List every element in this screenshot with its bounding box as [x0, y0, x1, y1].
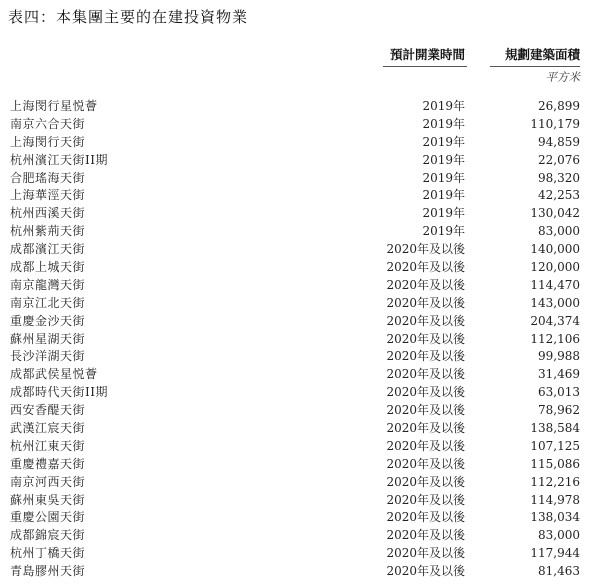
opening-time: 2020年及以後 [386, 242, 465, 257]
property-name: 杭州濱江天街II期 [10, 152, 108, 167]
opening-time: 2020年及以後 [386, 331, 465, 346]
planned-floor-area: 78,962 [538, 403, 580, 418]
opening-time: 2020年及以後 [386, 349, 465, 364]
column-header-opening-time: 預計開業時間 [389, 47, 465, 62]
table-row [0, 492, 600, 510]
table-row [0, 545, 600, 563]
property-name: 成都時代天街II期 [10, 385, 108, 400]
property-name: 杭州丁橋天街 [10, 546, 86, 561]
property-name: 上海閔行天街 [10, 134, 86, 149]
planned-floor-area: 31,469 [538, 367, 580, 382]
header-underline-area [490, 66, 580, 67]
area-unit-label: 平方米 [545, 70, 580, 84]
property-name: 蘇州星湖天街 [10, 331, 86, 346]
property-name: 南京龍灣天街 [10, 277, 86, 292]
opening-time: 2020年及以後 [386, 474, 465, 489]
opening-time: 2019年 [422, 152, 465, 167]
property-name: 南京江北天街 [10, 295, 86, 310]
opening-time: 2019年 [422, 116, 465, 131]
planned-floor-area: 117,944 [530, 546, 580, 561]
table-row [0, 241, 600, 259]
table-row [0, 420, 600, 438]
opening-time: 2019年 [422, 134, 465, 149]
planned-floor-area: 42,253 [538, 188, 580, 203]
opening-time: 2020年及以後 [386, 564, 465, 579]
table-row [0, 509, 600, 527]
property-name: 蘇州東吳天街 [10, 492, 86, 507]
table-row [0, 205, 600, 223]
property-name: 青島膠州天街 [10, 564, 86, 579]
property-name: 合肥瑤海天街 [10, 170, 86, 185]
table-row [0, 348, 600, 366]
table-row [0, 223, 600, 241]
table-row [0, 563, 600, 581]
table-row [0, 295, 600, 313]
opening-time: 2019年 [422, 170, 465, 185]
property-name: 成都錦宸天街 [10, 528, 86, 543]
opening-time: 2020年及以後 [386, 421, 465, 436]
opening-time: 2019年 [422, 99, 465, 113]
planned-floor-area: 81,463 [538, 564, 580, 579]
table-row [0, 438, 600, 456]
opening-time: 2019年 [422, 224, 465, 239]
planned-floor-area: 63,013 [538, 385, 580, 400]
opening-time: 2020年及以後 [386, 367, 465, 382]
property-name: 武漢江宸天街 [10, 421, 86, 436]
planned-floor-area: 83,000 [538, 224, 580, 239]
planned-floor-area: 130,042 [530, 206, 580, 221]
planned-floor-area: 115,086 [530, 456, 580, 471]
planned-floor-area: 120,000 [530, 260, 580, 275]
table-row [0, 474, 600, 492]
planned-floor-area: 26,899 [538, 99, 580, 113]
opening-time: 2020年及以後 [386, 438, 465, 453]
property-name: 南京河西天街 [10, 474, 86, 489]
property-name: 杭州紫荊天街 [10, 224, 86, 239]
header-underline-year [383, 66, 467, 67]
table-row [0, 152, 600, 170]
planned-floor-area: 94,859 [538, 134, 580, 149]
opening-time: 2020年及以後 [386, 510, 465, 525]
property-name: 上海閔行星悦薈 [10, 99, 98, 113]
opening-time: 2020年及以後 [386, 260, 465, 275]
table-row [0, 402, 600, 420]
planned-floor-area: 140,000 [530, 242, 580, 257]
planned-floor-area: 138,034 [530, 510, 580, 525]
table-row [0, 170, 600, 188]
planned-floor-area: 83,000 [538, 528, 580, 543]
planned-floor-area: 98,320 [538, 170, 580, 185]
property-name: 南京六合天街 [10, 116, 86, 131]
planned-floor-area: 110,179 [530, 116, 580, 131]
planned-floor-area: 112,106 [530, 331, 580, 346]
table-row [0, 277, 600, 295]
opening-time: 2020年及以後 [386, 456, 465, 471]
opening-time: 2020年及以後 [386, 295, 465, 310]
opening-time: 2020年及以後 [386, 277, 465, 292]
planned-floor-area: 204,374 [530, 313, 580, 328]
property-name: 成都濱江天街 [10, 242, 86, 257]
property-name: 成都武侯星悦薈 [10, 367, 98, 382]
planned-floor-area: 112,216 [530, 474, 580, 489]
opening-time: 2020年及以後 [386, 528, 465, 543]
table-row [0, 98, 600, 116]
property-name: 成都上城天街 [10, 260, 86, 275]
table-title: 表四：本集團主要的在建投資物業 [8, 8, 249, 26]
planned-floor-area: 114,978 [530, 492, 580, 507]
opening-time: 2020年及以後 [386, 313, 465, 328]
table-row [0, 456, 600, 474]
table-row [0, 313, 600, 331]
planned-floor-area: 22,076 [538, 152, 580, 167]
planned-floor-area: 99,988 [538, 349, 580, 364]
table-row [0, 116, 600, 134]
opening-time: 2020年及以後 [386, 546, 465, 561]
table-row [0, 331, 600, 349]
property-name: 長沙洋湖天街 [10, 349, 86, 364]
table-row [0, 259, 600, 277]
planned-floor-area: 107,125 [530, 438, 580, 453]
property-name: 杭州西溪天街 [10, 206, 86, 221]
opening-time: 2020年及以後 [386, 385, 465, 400]
table-row [0, 366, 600, 384]
property-name: 杭州江東天街 [10, 438, 86, 453]
opening-time: 2020年及以後 [386, 403, 465, 418]
property-name: 重慶禮嘉天街 [10, 456, 86, 471]
property-name: 重慶公園天街 [10, 510, 86, 525]
table-row [0, 527, 600, 545]
planned-floor-area: 138,584 [530, 421, 580, 436]
planned-floor-area: 114,470 [530, 277, 580, 292]
table-row [0, 384, 600, 402]
column-header-planned-area: 規劃建築面積 [504, 47, 580, 62]
opening-time: 2019年 [422, 206, 465, 221]
opening-time: 2019年 [422, 188, 465, 203]
table-row [0, 187, 600, 205]
opening-time: 2020年及以後 [386, 492, 465, 507]
table-row [0, 134, 600, 152]
planned-floor-area: 143,000 [530, 295, 580, 310]
property-name: 重慶金沙天街 [10, 313, 86, 328]
property-name: 上海華涇天街 [10, 188, 86, 203]
property-table-body [0, 98, 600, 581]
property-name: 西安香醍天街 [10, 403, 86, 418]
